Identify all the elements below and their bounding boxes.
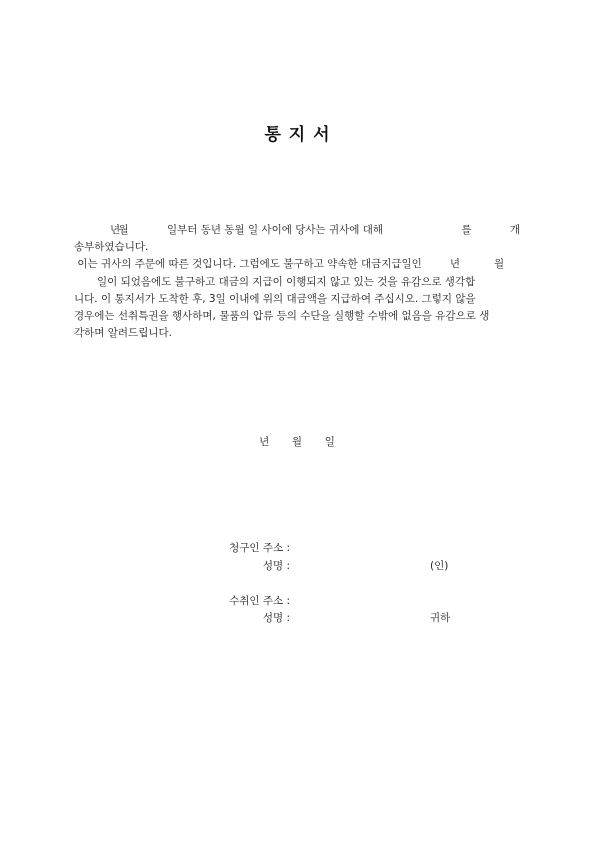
document-title: 통 지 서 [264,125,331,145]
recipient-honorific: 귀하 [430,612,451,624]
claimant-seal: (인) [430,560,449,572]
text-segment: 년 [110,224,121,236]
body-paragraph [74,222,520,342]
text-segment: 니다. 이 통지서가 도착한 후, 3일 이내에 위의 대금액을 지급하여 주십시오. 그렇지 않을 [74,292,476,305]
paragraph-line [74,325,520,342]
paragraph-line [74,308,520,325]
text-segment: 월 [118,224,129,236]
text-segment: 일부터 동년 동월 일 사이에 당사는 귀사에 대해 [166,224,384,236]
paragraph-line [74,291,520,308]
recipient-address-label: 수취인 주소 : [229,595,290,607]
recipient-name-label: 성명 : [262,612,290,624]
claimant-address-label: 청구인 주소 : [229,542,290,554]
paragraph-line [88,274,520,291]
date-line: 년 월 일 [259,436,336,448]
paragraph-line [88,222,520,239]
claimant-name-label: 성명 : [262,560,290,572]
text-segment: 개 [509,224,520,236]
text-segment: 각하며 알려드립니다. [74,327,172,340]
text-segment: 일이 되었음에도 불구하고 대금의 지급이 이행되지 않고 있는 것을 유감으로 생각합 [97,275,476,288]
text-segment: 경우에는 선취특권을 행사하며, 물품의 압류 등의 수단을 실행할 수밖에 없음을 유감으로 생 [74,309,490,322]
text-segment: 송부하였습니다. [74,241,149,254]
text-segment: 월 [493,258,505,271]
text-segment: 이는 귀사의 주문에 따른 것입니다. 그럼에도 불구하고 약속한 대금지급일인 [74,258,422,271]
paragraph-line [74,256,520,273]
paragraph-line [74,239,520,256]
text-segment: 년 [449,258,460,271]
text-segment: 를 [461,224,472,236]
